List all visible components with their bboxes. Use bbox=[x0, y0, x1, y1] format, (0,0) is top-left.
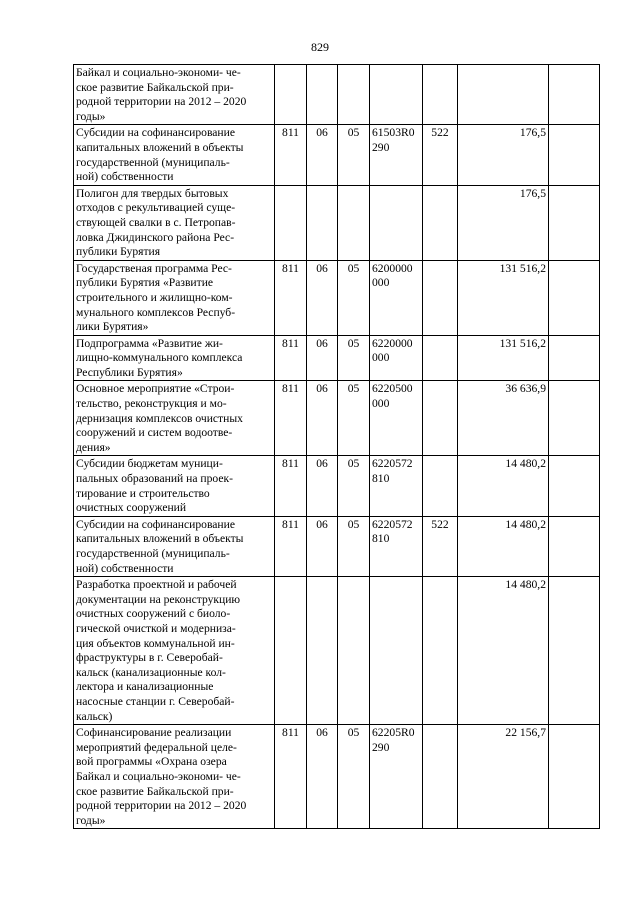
amount-cell: 14 480,2 bbox=[458, 516, 549, 576]
amount-cell: 14 480,2 bbox=[458, 456, 549, 516]
target-article-cell bbox=[370, 577, 423, 725]
table-row bbox=[74, 125, 600, 185]
table-row bbox=[74, 185, 600, 260]
amount-cell: 22 156,7 bbox=[458, 725, 549, 829]
budget-table bbox=[73, 64, 600, 829]
subsection-code-cell bbox=[338, 185, 370, 260]
ministry-code-cell bbox=[275, 577, 307, 725]
table-row bbox=[74, 65, 600, 125]
amount-cell bbox=[458, 65, 549, 125]
item-name-cell: Софинансирование реализации мероприятий федеральной целе- вой программы «Охрана озера Байкал и социально-экономи- че- ское развитие Байкальской при- родной территории на 2012 – 2020 годы» bbox=[74, 725, 275, 829]
ministry-code-cell: 811 bbox=[275, 516, 307, 576]
item-name-cell: Государственая программа Рес- публики Бурятия «Развитие строительного и жилищно-ком- мунального комплексов Респуб- лики Бурятия» bbox=[74, 260, 275, 335]
extra-cell bbox=[549, 456, 600, 516]
page-number: 829 bbox=[311, 40, 329, 54]
table-row bbox=[74, 260, 600, 335]
table-row bbox=[74, 725, 600, 829]
table-row bbox=[74, 577, 600, 725]
table-row bbox=[74, 381, 600, 456]
extra-cell bbox=[549, 381, 600, 456]
amount-cell: 14 480,2 bbox=[458, 577, 549, 725]
target-article-cell: 6220572 810 bbox=[370, 516, 423, 576]
section-code-cell: 06 bbox=[307, 456, 338, 516]
ministry-code-cell: 811 bbox=[275, 260, 307, 335]
item-name-cell: Байкал и социально-экономи- че- ское развитие Байкальской при- родной территории на 2012 – 2020 годы» bbox=[74, 65, 275, 125]
expense-type-cell: 522 bbox=[423, 125, 458, 185]
item-name-cell: Субсидии бюджетам муници- пальных образований на проек- тирование и строительство очистных сооружений bbox=[74, 456, 275, 516]
subsection-code-cell: 05 bbox=[338, 456, 370, 516]
section-code-cell: 06 bbox=[307, 725, 338, 829]
ministry-code-cell bbox=[275, 185, 307, 260]
ministry-code-cell: 811 bbox=[275, 381, 307, 456]
subsection-code-cell bbox=[338, 577, 370, 725]
item-name-cell: Основное мероприятие «Строи- тельство, реконструкция и мо- дернизация комплексов очистных сооружений и систем водоотве- дения» bbox=[74, 381, 275, 456]
target-article-cell: 6220572 810 bbox=[370, 456, 423, 516]
target-article-cell: 6220000 000 bbox=[370, 335, 423, 381]
expense-type-cell: 522 bbox=[423, 516, 458, 576]
subsection-code-cell: 05 bbox=[338, 725, 370, 829]
subsection-code-cell: 05 bbox=[338, 381, 370, 456]
target-article-cell: 6200000 000 bbox=[370, 260, 423, 335]
budget-table-body bbox=[74, 65, 600, 829]
ministry-code-cell: 811 bbox=[275, 725, 307, 829]
target-article-cell: 6220500 000 bbox=[370, 381, 423, 456]
subsection-code-cell: 05 bbox=[338, 335, 370, 381]
expense-type-cell bbox=[423, 381, 458, 456]
subsection-code-cell: 05 bbox=[338, 125, 370, 185]
extra-cell bbox=[549, 516, 600, 576]
target-article-cell bbox=[370, 65, 423, 125]
table-row bbox=[74, 516, 600, 576]
item-name-cell: Разработка проектной и рабочей документации на реконструкцию очистных сооружений с биоло- гической очисткой и модерниза- ция объектов коммунальной ин- фраструктуры в г. Северобай- кальск (канализационные кол- лектора и канализационные насосные станции г. Северобай- кальск) bbox=[74, 577, 275, 725]
expense-type-cell bbox=[423, 725, 458, 829]
item-name-cell: Субсидии на софинансирование капитальных вложений в объекты государственной (муниципаль- ной) собственности bbox=[74, 125, 275, 185]
section-code-cell: 06 bbox=[307, 125, 338, 185]
item-name-cell: Полигон для твердых бытовых отходов с рекультивацией суще- ствующей свалки в с. Петропав- ловка Джидинского района Рес- публики Бурятия bbox=[74, 185, 275, 260]
target-article-cell bbox=[370, 185, 423, 260]
section-code-cell bbox=[307, 577, 338, 725]
extra-cell bbox=[549, 725, 600, 829]
extra-cell bbox=[549, 65, 600, 125]
extra-cell bbox=[549, 335, 600, 381]
expense-type-cell bbox=[423, 65, 458, 125]
ministry-code-cell: 811 bbox=[275, 456, 307, 516]
subsection-code-cell bbox=[338, 65, 370, 125]
expense-type-cell bbox=[423, 185, 458, 260]
section-code-cell: 06 bbox=[307, 260, 338, 335]
ministry-code-cell: 811 bbox=[275, 125, 307, 185]
target-article-cell: 62205R0 290 bbox=[370, 725, 423, 829]
section-code-cell bbox=[307, 185, 338, 260]
section-code-cell: 06 bbox=[307, 516, 338, 576]
amount-cell: 176,5 bbox=[458, 125, 549, 185]
amount-cell: 176,5 bbox=[458, 185, 549, 260]
expense-type-cell bbox=[423, 577, 458, 725]
extra-cell bbox=[549, 260, 600, 335]
amount-cell: 36 636,9 bbox=[458, 381, 549, 456]
section-code-cell bbox=[307, 65, 338, 125]
table-row bbox=[74, 335, 600, 381]
extra-cell bbox=[549, 125, 600, 185]
amount-cell: 131 516,2 bbox=[458, 335, 549, 381]
section-code-cell: 06 bbox=[307, 381, 338, 456]
ministry-code-cell: 811 bbox=[275, 335, 307, 381]
expense-type-cell bbox=[423, 260, 458, 335]
expense-type-cell bbox=[423, 335, 458, 381]
ministry-code-cell bbox=[275, 65, 307, 125]
subsection-code-cell: 05 bbox=[338, 260, 370, 335]
target-article-cell: 61503R0 290 bbox=[370, 125, 423, 185]
subsection-code-cell: 05 bbox=[338, 516, 370, 576]
expense-type-cell bbox=[423, 456, 458, 516]
amount-cell: 131 516,2 bbox=[458, 260, 549, 335]
section-code-cell: 06 bbox=[307, 335, 338, 381]
item-name-cell: Субсидии на софинансирование капитальных вложений в объекты государственной (муниципаль- ной) собственности bbox=[74, 516, 275, 576]
table-row bbox=[74, 456, 600, 516]
item-name-cell: Подпрограмма «Развитие жи- лищно-коммунального комплекса Республики Бурятия» bbox=[74, 335, 275, 381]
extra-cell bbox=[549, 185, 600, 260]
extra-cell bbox=[549, 577, 600, 725]
